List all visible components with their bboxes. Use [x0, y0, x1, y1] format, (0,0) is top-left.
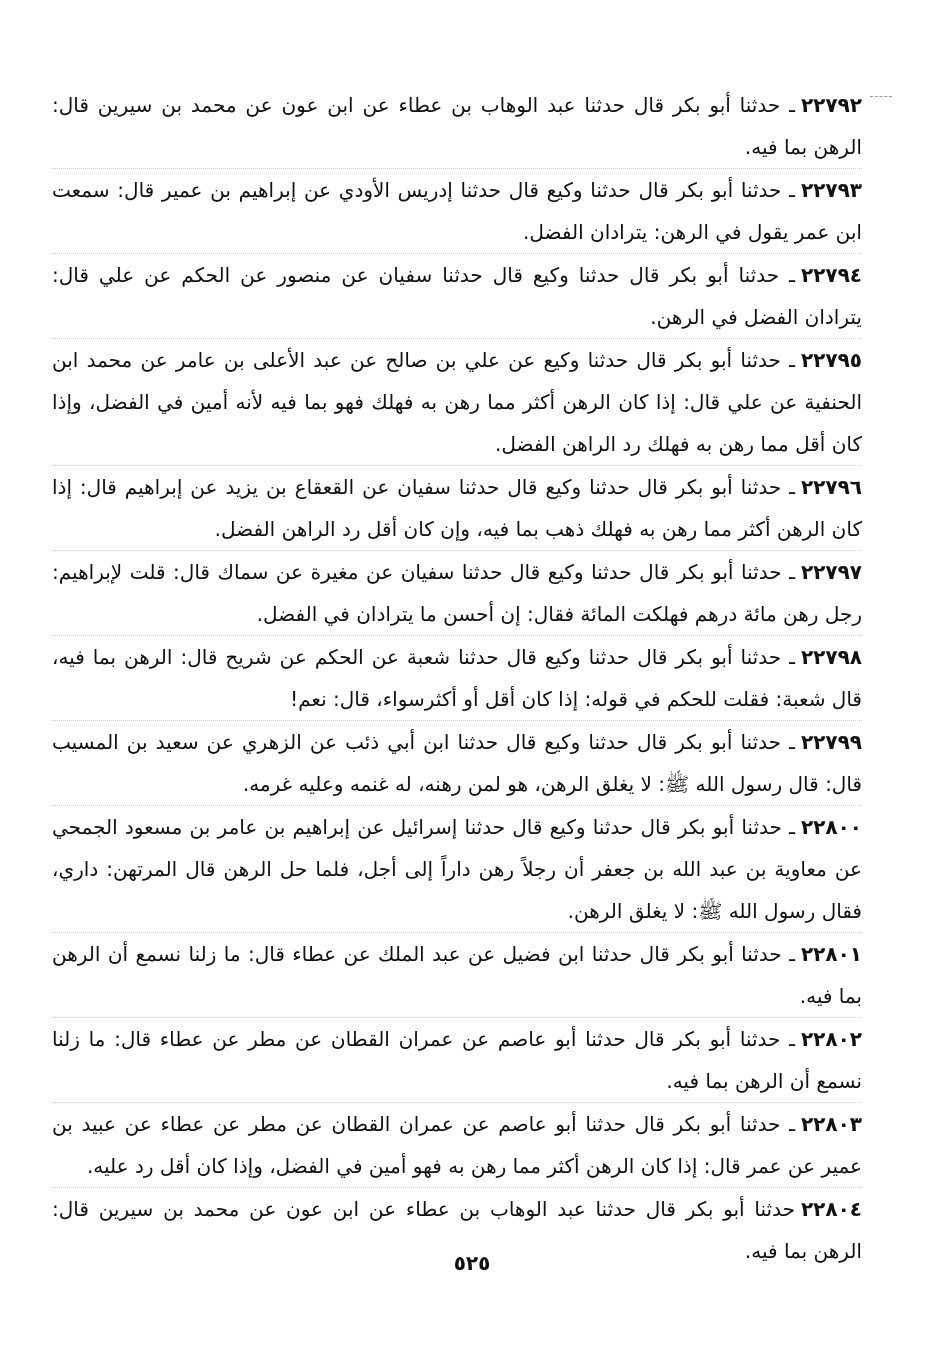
- hadith-text: ـ حدثنا أبو بكر قال حدثنا وكيع قال حدثنا إسرائيل عن إبراهيم بن عامر بن مسعود الجمحي عن معاوية بن عبد الله بن جعفر أن رجلاً رهن داراً إلى أجل، فلما حل الرهن قال المرتهن: داري، فقال رسول الله ﷺ: لا يغلق الرهن.: [52, 815, 862, 923]
- hadith-entry: [52, 338, 862, 465]
- hadith-entry: [52, 635, 862, 720]
- hadith-entry: [52, 253, 862, 338]
- hadith-number: ٢٢٧٩٣: [800, 178, 862, 202]
- hadith-number: ٢٢٨٠٣: [800, 1112, 862, 1136]
- hadith-list: [52, 84, 862, 1272]
- hadith-entry: [52, 168, 862, 253]
- hadith-entry: [52, 84, 862, 168]
- hadith-text: ـ حدثنا أبو بكر قال حدثنا أبو عاصم عن عمران القطان عن مطر عن عطاء قال: ما زلنا نسمع أن الرهن بما فيه.: [52, 1027, 862, 1093]
- hadith-entry: [52, 720, 862, 805]
- hadith-number: ٢٢٧٩٩: [800, 730, 862, 754]
- hadith-number: ٢٢٧٩٦: [800, 475, 862, 499]
- hadith-number: ٢٢٨٠٤: [800, 1197, 862, 1221]
- hadith-entry: [52, 1017, 862, 1102]
- page-number: ٥٢٥: [453, 1251, 491, 1275]
- hadith-text: ـ حدثنا أبو بكر قال حدثنا وكيع عن علي بن صالح عن عبد الأعلى بن عامر عن محمد ابن الحنفية عن علي قال: إذا كان الرهن أكثر مما رهن به فهلك فهو بما فيه لأنه أمين في الفضل، وإذا كان أقل مما رهن به فهلك رد الراهن الفضل.: [52, 348, 862, 456]
- hadith-text: ـ حدثنا أبو بكر قال حدثنا وكيع قال حدثنا شعبة عن الحكم عن شريح قال: الرهن بما فيه، قال شعبة: فقلت للحكم في قوله: إذا كان أقل أو أكثرسواء، قال: نعم!: [52, 645, 862, 711]
- hadith-text: ـ حدثنا أبو بكر قال حدثنا وكيع قال حدثنا ابن أبي ذئب عن الزهري عن سعيد بن المسيب قال: قال رسول الله ﷺ: لا يغلق الرهن، هو لمن رهنه، له غنمه وعليه غرمه.: [52, 730, 862, 796]
- hadith-entry: [52, 465, 862, 550]
- hadith-number: ٢٢٨٠١: [800, 942, 862, 966]
- hadith-entry: [52, 932, 862, 1017]
- hadith-text: ـ حدثنا أبو بكر قال حدثنا وكيع قال حدثنا سفيان عن مغيرة عن سماك قال: قلت لإبراهيم: رجل رهن مائة درهم فهلكت المائة فقال: إن أحسن ما يترادان في الفضل.: [52, 560, 862, 626]
- hadith-entry: [52, 805, 862, 932]
- hadith-text: ـ حدثنا أبو بكر قال حدثنا عبد الوهاب بن عطاء عن ابن عون عن محمد بن سيرين قال: الرهن بما فيه.: [52, 93, 862, 159]
- hadith-text: ـ حدثنا أبو بكر قال حدثنا أبو عاصم عن عمران القطان عن مطر عن عطاء عن عبيد بن عمير عن عمر قال: إذا كان الرهن أكثر مما رهن به فهو أمين في الفضل، وإذا كان أقل رد عليه.: [52, 1112, 862, 1178]
- top-margin-mark: [870, 96, 892, 97]
- hadith-number: ٢٢٧٩٢: [800, 93, 862, 117]
- hadith-number: ٢٢٧٩٨: [800, 645, 862, 669]
- hadith-entry: [52, 550, 862, 635]
- hadith-number: ٢٢٧٩٤: [800, 263, 862, 287]
- hadith-number: ٢٢٧٩٧: [800, 560, 862, 584]
- hadith-text: ـ حدثنا أبو بكر قال حدثنا ابن فضيل عن عبد الملك عن عطاء قال: ما زلنا نسمع أن الرهن بما فيه.: [52, 942, 862, 1008]
- hadith-entry: [52, 1102, 862, 1187]
- hadith-number: ٢٢٧٩٥: [800, 348, 862, 372]
- hadith-text: ـ حدثنا أبو بكر قال حدثنا وكيع قال حدثنا إدريس الأودي عن إبراهيم بن عمير قال: سمعت ابن عمر يقول في الرهن: يترادان الفضل.: [52, 178, 862, 244]
- hadith-text: حدثنا أبو بكر قال حدثنا عبد الوهاب بن عطاء عن ابن عون عن محمد بن سيرين قال: الرهن بما فيه.: [52, 1197, 862, 1263]
- hadith-text: ـ حدثنا أبو بكر قال حدثنا وكيع قال حدثنا سفيان عن منصور عن الحكم عن علي قال: يترادان الفضل في الرهن.: [52, 263, 862, 329]
- hadith-number: ٢٢٨٠٠: [800, 815, 862, 839]
- hadith-text: ـ حدثنا أبو بكر قال حدثنا وكيع قال حدثنا سفيان عن القعقاع بن يزيد عن إبراهيم قال: إذا كان الرهن أكثر مما رهن به فهلك ذهب بما فيه، وإن كان أقل رد الراهن الفضل.: [52, 475, 862, 541]
- hadith-number: ٢٢٨٠٢: [800, 1027, 862, 1051]
